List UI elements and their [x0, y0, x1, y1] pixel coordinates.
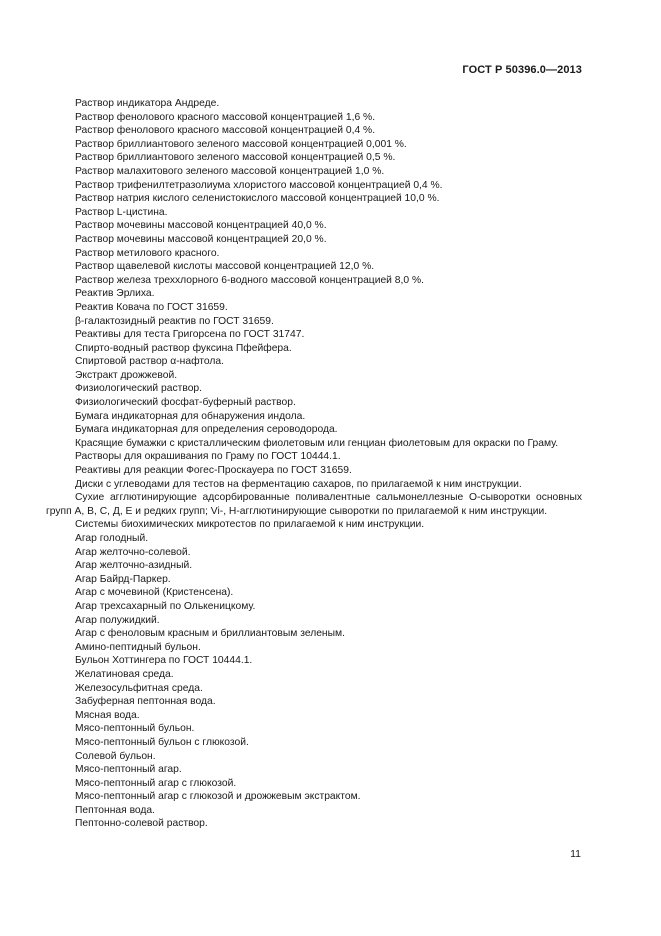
reagent-list [46, 97, 582, 491]
list-item: Раствор мочевины массовой концентрацией 40,0 %. [75, 220, 327, 232]
list-item: Бумага индикаторная для определения сероводорода. [75, 424, 338, 436]
list-item: Раствор индикатора Андреде. [75, 98, 220, 109]
list-item: Агар с мочевиной (Кристенсена). [75, 587, 234, 599]
list-item: Раствор фенолового красного массовой концентрацией 1,6 %. [75, 111, 376, 123]
list-item: Агар желточно-солевой. [75, 546, 191, 558]
body-paragraph: Сухие агглютинирующие адсорбированные поливалентные сальмонеллезные О-сыворотки основных групп А, В, С, Д, Е и редких групп; Vi-, Н-агглютинирующие сыворотки по прилагаемой к ним инструкции. [46, 492, 582, 517]
list-item: Пептонная вода. [75, 804, 156, 816]
list-item: Раствор малахитового зеленого массовой концентрацией 1,0 %. [75, 165, 385, 177]
list-item: Системы биохимических микротестов по прилагаемой к ним инструкции. [75, 519, 425, 531]
list-item: Физиологический раствор. [75, 383, 203, 395]
page-number: 11 [570, 848, 581, 860]
list-item: Реактив Ковача по ГОСТ 31659. [75, 301, 228, 313]
list-item: Раствор фенолового красного массовой концентрацией 0,4 %. [75, 125, 376, 137]
list-item: Красящие бумажки с кристаллическим фиолетовым или генциан фиолетовым для окраски по Граму. [75, 437, 559, 449]
list-item: Раствор железа треххлорного 6-водного массовой концентрацией 8,0 %. [75, 274, 424, 286]
list-item: Мясо-пептонный агар с глюкозой и дрожжевым экстрактом. [75, 791, 361, 803]
media-list [46, 518, 582, 831]
list-item: Реактивы для реакции Фогес-Проскауера по ГОСТ 31659. [75, 465, 352, 477]
list-item: Агар Байрд-Паркер. [75, 573, 171, 585]
list-item: Раствор L-цистина. [75, 206, 168, 218]
list-item: Бульон Хоттингера по ГОСТ 10444.1. [75, 655, 253, 667]
list-item: Амино-пептидный бульон. [75, 641, 201, 653]
list-item: Раствор бриллиантового зеленого массовой концентрацией 0,001 %. [75, 138, 407, 150]
list-item: Агар желточно-азидный. [75, 560, 193, 572]
list-item: Мясо-пептонный агар с глюкозой. [75, 777, 237, 789]
list-item: Пептонно-солевой раствор. [75, 818, 208, 830]
list-item: Экстракт дрожжевой. [75, 369, 178, 381]
list-item: Спирто-водный раствор фуксина Пфейфера. [75, 342, 292, 354]
list-item: Агар трехсахарный по Олькеницкому. [75, 600, 256, 612]
list-item: Мясная вода. [75, 709, 140, 721]
document-header: ГОСТ Р 50396.0—2013 [462, 64, 582, 76]
list-item: Агар голодный. [75, 533, 149, 544]
list-item: Реактив Эрлиха. [75, 288, 155, 300]
list-item: Солевой бульон. [75, 750, 156, 762]
list-item: Мясо-пептонный агар. [75, 764, 182, 776]
list-item: Раствор бриллиантового зеленого массовой концентрацией 0,5 %. [75, 152, 396, 164]
list-item: Бумага индикаторная для обнаружения индола. [75, 410, 306, 422]
list-item: Раствор мочевины массовой концентрацией 20,0 %. [75, 233, 327, 245]
list-item: Реактивы для теста Григорсена по ГОСТ 31747. [75, 329, 305, 341]
list-item: Агар полужидкий. [75, 614, 160, 626]
list-item: Мясо-пептонный бульон. [75, 723, 195, 735]
list-item: Раствор метилового красного. [75, 247, 220, 259]
list-item: Мясо-пептонный бульон с глюкозой. [75, 736, 249, 748]
list-item: Физиологический фосфат-буферный раствор. [75, 397, 296, 409]
list-item: Растворы для окрашивания по Граму по ГОСТ 10444.1. [75, 451, 341, 463]
list-item: Раствор натрия кислого селенистокислого массовой концентрацией 10,0 %. [75, 193, 440, 205]
document-body [46, 97, 582, 831]
list-item: Забуферная пептонная вода. [75, 696, 216, 708]
list-item: Раствор щавелевой кислоты массовой концентрацией 12,0 %. [75, 261, 375, 273]
list-item: Спиртовой раствор α-нафтола. [75, 356, 225, 368]
list-item: Желатиновая среда. [75, 668, 174, 680]
list-item: Агар с феноловым красным и бриллиантовым зеленым. [75, 628, 345, 640]
list-item: Диски с углеводами для тестов на ферментацию сахаров, по прилагаемой к ним инструкции. [75, 478, 522, 490]
list-item: β-галактозидный реактив по ГОСТ 31659. [75, 315, 274, 327]
list-item: Железосульфитная среда. [75, 682, 203, 694]
list-item: Раствор трифенилтетразолиума хлористого массовой концентрацией 0,4 %. [75, 179, 443, 191]
